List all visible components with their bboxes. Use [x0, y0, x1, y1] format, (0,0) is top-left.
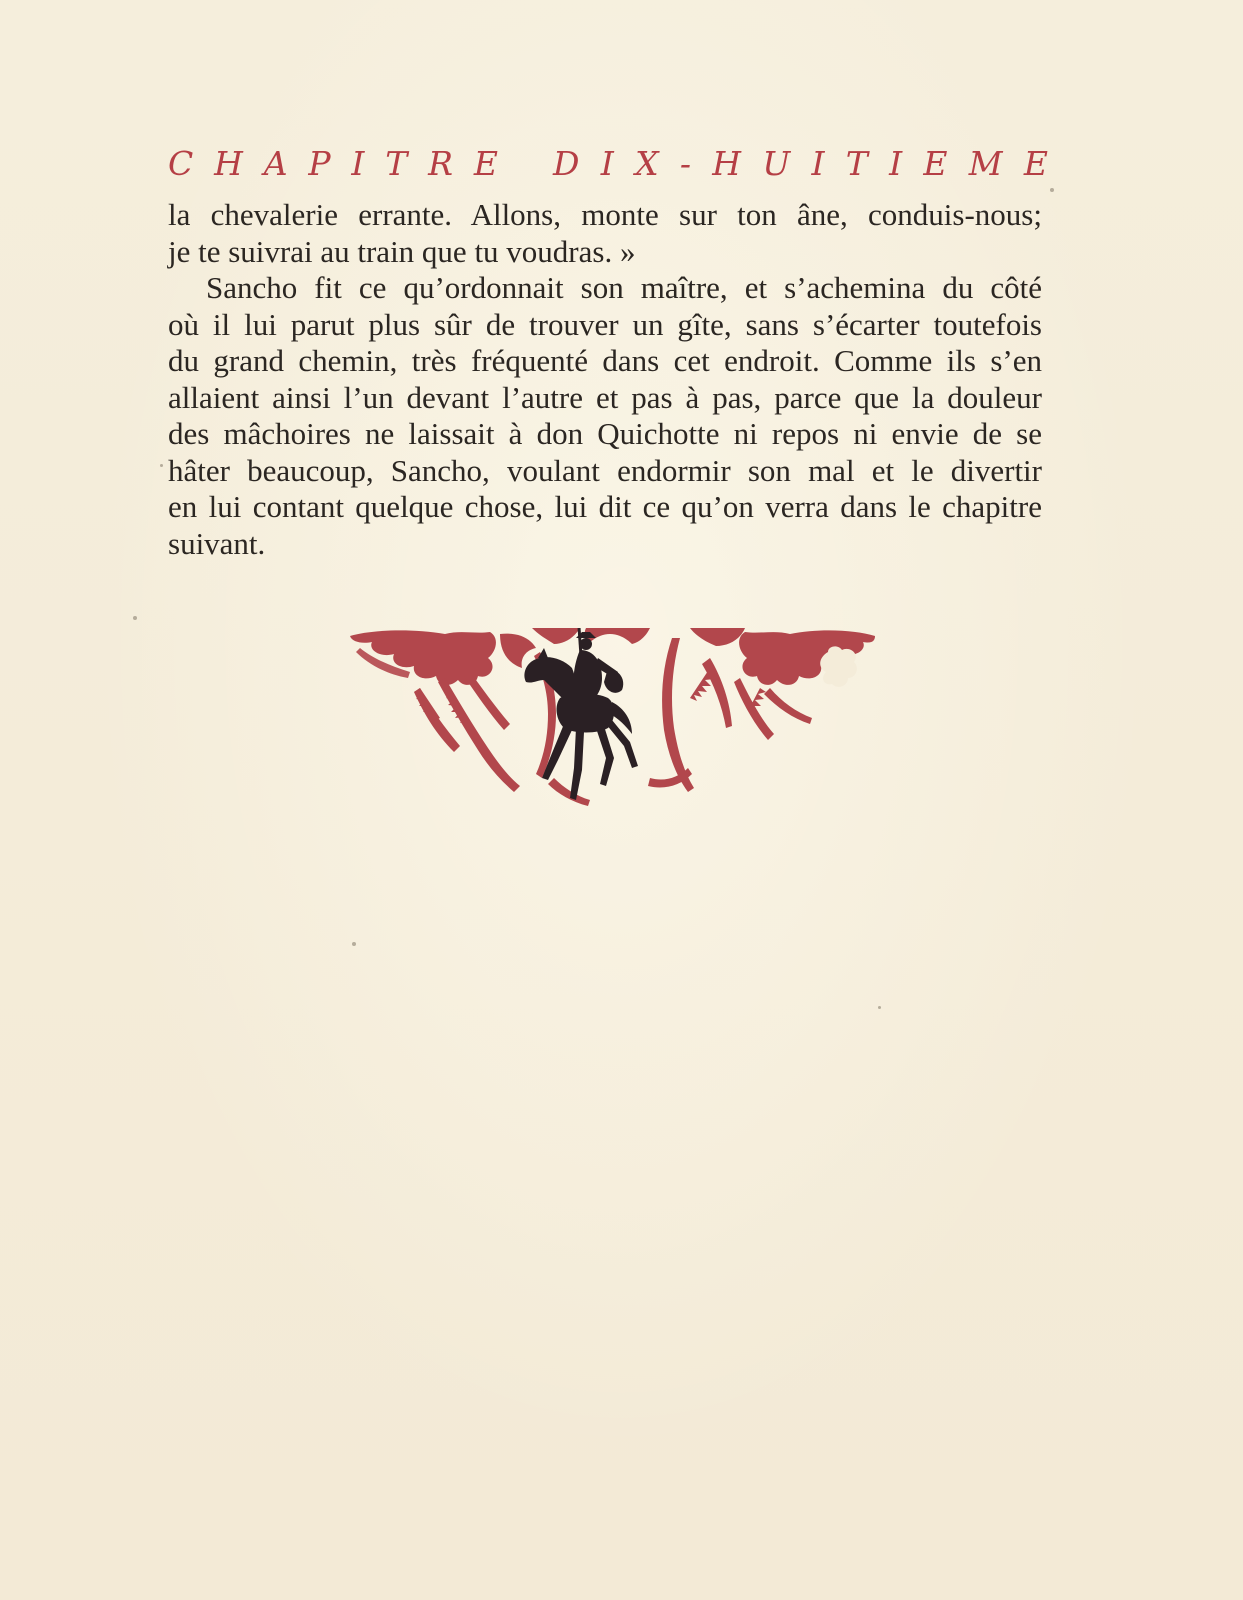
paragraph [168, 197, 1042, 270]
paper-speck [1050, 188, 1054, 192]
running-head-letter: C [168, 144, 194, 183]
running-head-letter: X [635, 144, 659, 183]
paper-speck [133, 616, 137, 620]
running-head-letter: H [712, 144, 742, 183]
paper-speck [352, 942, 356, 946]
running-head-word-2 [553, 144, 1048, 184]
text-line: la chevalerie errante. Allons, monte sur ton âne, conduis-nous; [168, 197, 1042, 232]
running-head-letter: E [473, 144, 498, 183]
running-head-letter: H [214, 144, 243, 183]
running-head-letter: T [845, 144, 868, 183]
paragraph [168, 270, 1042, 562]
running-head-letter: E [1023, 144, 1048, 183]
running-head-letter: M [968, 144, 1003, 183]
text-line: je te suivrai au train que tu voudras. » [168, 233, 636, 269]
running-head-letter: I [811, 144, 825, 183]
text-line: du grand chemin, très fréquenté dans cet endroit. Comme ils s’en [168, 343, 1042, 378]
running-head-letter: I [600, 144, 614, 183]
running-head-letter: I [889, 144, 903, 183]
running-head-letter: A [263, 144, 288, 183]
running-head-letter: E [923, 144, 948, 183]
running-head-letter: T [385, 144, 408, 183]
body-text [168, 197, 1042, 562]
paper-speck [160, 464, 163, 467]
running-head-letter: D [553, 144, 580, 183]
running-head [168, 144, 1048, 184]
text-line: des mâchoires ne laissait à don Quichotte ni repos ni envie de se [168, 416, 1042, 451]
text-line: hâter beaucoup, Sancho, voulant endormir son mal et le divertir [168, 452, 1042, 488]
running-head-letter: P [308, 144, 331, 183]
text-line: en lui contant quelque chose, lui dit ce qu’on verra dans le chapitre [168, 489, 1042, 524]
running-head-letter: I [351, 144, 365, 183]
text-line: Sancho fit ce qu’ordonnait son maître, et s’achemina du côté [206, 270, 1042, 305]
running-head-word-1 [168, 144, 498, 184]
running-head-letter: - [679, 144, 692, 183]
rider-on-horse-ornament-icon [350, 628, 875, 818]
text-line: où il lui parut plus sûr de trouver un gîte, sans s’écarter toutefois [168, 306, 1042, 342]
text-line: allaient ainsi l’un devant l’autre et pas à pas, parce que la douleur [168, 379, 1042, 415]
paper-speck [878, 1006, 881, 1009]
running-head-letter: U [762, 144, 791, 183]
running-head-letter: R [428, 144, 453, 183]
text-line: suivant. [168, 525, 266, 561]
